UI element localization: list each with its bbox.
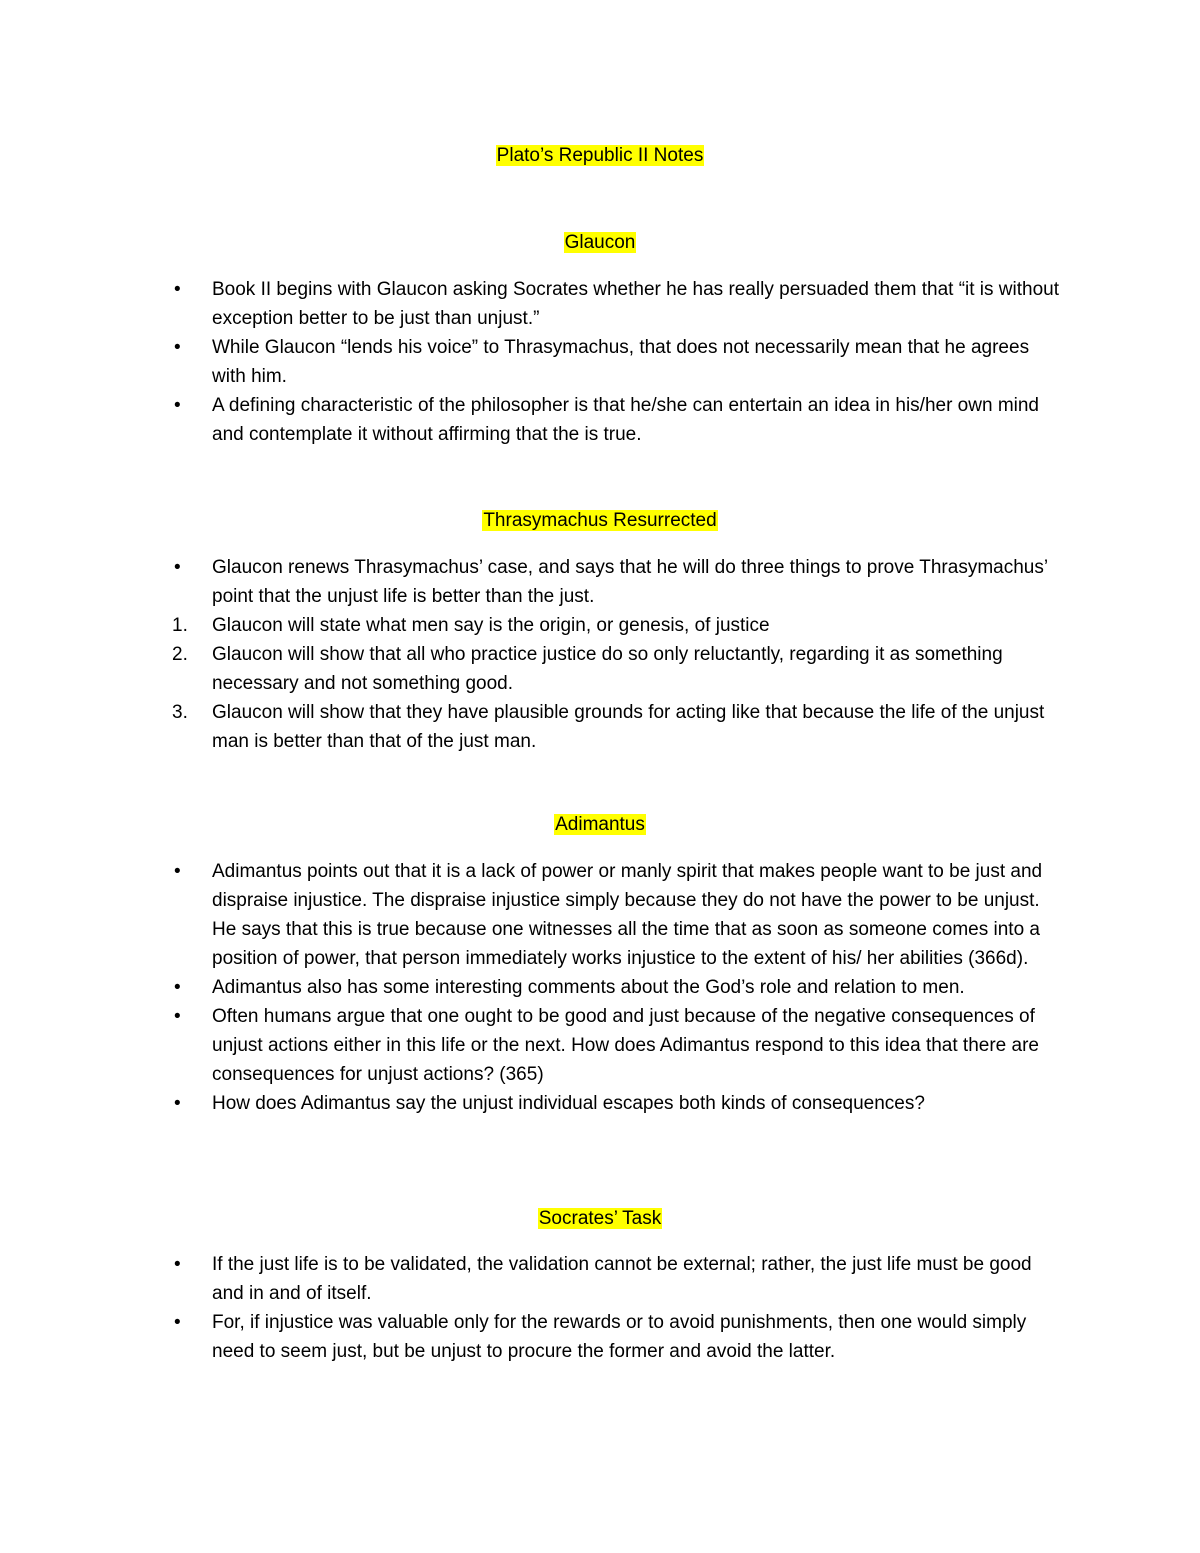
bullet-marker: • (174, 1006, 181, 1027)
section-heading-thrasymachus (0, 507, 1200, 535)
list-item (174, 611, 1064, 640)
list-item-text: Often humans argue that one ought to be good and just because of the negative consequences of unjust actions either in this life or the next. How does Adimantus respond to this idea that there are consequences for unjust actions? (365) (212, 1006, 1039, 1085)
number-marker: 3. (172, 702, 188, 723)
list-item (174, 391, 1064, 449)
list-item (174, 1089, 1064, 1118)
list-item (174, 640, 1064, 698)
section-heading-glaucon (0, 229, 1200, 257)
list-item (174, 698, 1064, 756)
section-list-adimantus (174, 857, 1064, 1118)
section-heading-text: Glaucon (564, 232, 636, 253)
document-title-text: Plato’s Republic II Notes (496, 145, 704, 166)
bullet-marker: • (174, 337, 181, 358)
number-marker: 2. (172, 644, 188, 665)
list-item-text: How does Adimantus say the unjust individual escapes both kinds of consequences? (212, 1093, 925, 1114)
list-item (174, 275, 1064, 333)
list-item-text: If the just life is to be validated, the validation cannot be external; rather, the just life must be good and in and of itself. (212, 1254, 1032, 1304)
list-item-text: For, if injustice was valuable only for the rewards or to avoid punishments, then one would simply need to seem just, but be unjust to procure the former and avoid the latter. (212, 1312, 1027, 1362)
list-item (174, 1002, 1064, 1089)
section-list-glaucon (174, 275, 1064, 449)
list-item-text: While Glaucon “lends his voice” to Thrasymachus, that does not necessarily mean that he agrees with him. (212, 337, 1030, 387)
list-item (174, 857, 1064, 973)
list-item (174, 553, 1064, 611)
section-list-socrates-task (174, 1250, 1064, 1366)
section-heading-adimantus (0, 811, 1200, 839)
list-item-text: Glaucon will state what men say is the origin, or genesis, of justice (212, 615, 770, 636)
list-item-text: Glaucon renews Thrasymachus’ case, and says that he will do three things to prove Thrasymachus’ point that the unjust life is better than the just. (212, 557, 1048, 607)
list-item (174, 973, 1064, 1002)
list-item-text: A defining characteristic of the philosopher is that he/she can entertain an idea in his/her own mind and contemplate it without affirming that the is true. (212, 395, 1040, 445)
bullet-marker: • (174, 557, 181, 578)
bullet-marker: • (174, 1093, 181, 1114)
bullet-marker: • (174, 1312, 181, 1333)
list-item (174, 333, 1064, 391)
list-item-text: Book II begins with Glaucon asking Socrates whether he has really persuaded them that “it is without exception better to be just than unjust.” (212, 279, 1060, 329)
list-item-text: Adimantus also has some interesting comments about the God’s role and relation to men. (212, 977, 965, 998)
section-list-thrasymachus (174, 553, 1064, 756)
section-heading-text: Socrates’ Task (538, 1208, 662, 1229)
section-heading-text: Thrasymachus Resurrected (483, 510, 717, 531)
section-heading-socrates-task (0, 1205, 1200, 1233)
bullet-marker: • (174, 977, 181, 998)
list-item-text: Adimantus points out that it is a lack of power or manly spirit that makes people want to be just and dispraise injustice. The dispraise injustice simply because they do not have the power to be unjust. He says that this is true because one witnesses all the time that as soon as someone comes into a position of power, that person immediately works injustice to the extent of his/ her abilities (366d). (212, 861, 1043, 969)
bullet-marker: • (174, 279, 181, 300)
list-item (174, 1250, 1064, 1308)
list-item (174, 1308, 1064, 1366)
number-marker: 1. (172, 615, 188, 636)
section-heading-text: Adimantus (555, 814, 645, 835)
list-item-text: Glaucon will show that they have plausible grounds for acting like that because the life of the unjust man is better than that of the just man. (212, 702, 1045, 752)
document-title (0, 142, 1200, 170)
bullet-marker: • (174, 861, 181, 882)
bullet-marker: • (174, 1254, 181, 1275)
bullet-marker: • (174, 395, 181, 416)
list-item-text: Glaucon will show that all who practice justice do so only reluctantly, regarding it as something necessary and not something good. (212, 644, 1003, 694)
